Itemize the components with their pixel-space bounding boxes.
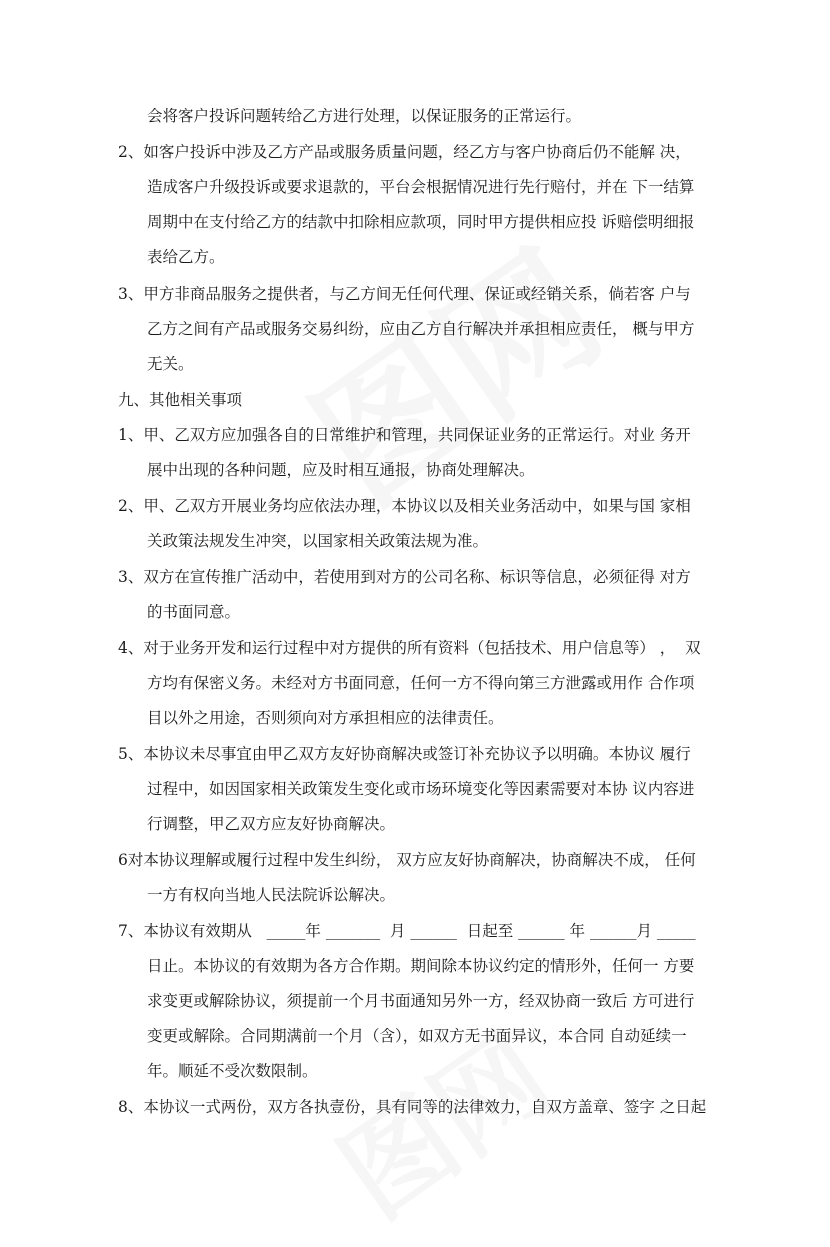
- text-line: 表给乙方。: [147, 248, 225, 266]
- text-line: 乙方之间有产品或服务交易纠纷，应由乙方自行解决并承担相应责任， 概与甲方: [147, 320, 695, 338]
- text-line: 3、双方在宣传推广活动中，若使用到对方的公司名称、标识等信息，必须征得 对方: [118, 568, 691, 586]
- section-heading: 九、其他相关事项: [118, 391, 243, 409]
- text-line: 会将客户投诉问题转给乙方进行处理，以保证服务的正常运行。: [147, 107, 582, 125]
- watermark: [265, 193, 635, 542]
- text-line: 年。顺延不受次数限制。: [147, 1062, 318, 1080]
- text-line: 7、本协议有效期从 _____年 _______ 月 ______ 日起至 ______ 年 ______月 _____: [118, 922, 696, 940]
- text-line: 过程中，如因国家相关政策发生变化或市场环境变化等因素需要对本协 议内容进: [147, 780, 695, 798]
- text-line: 求变更或解除协议，须提前一个月书面通知另外一方，经双协商一致后 方可进行: [147, 992, 695, 1010]
- text-line: 1、甲、乙双方应加强各自的日常维护和管理，共同保证业务的正常运行。对业 务开: [118, 426, 691, 444]
- text-line: 4、对于业务开发和运行过程中对方提供的所有资料（包括技术、用户信息等） ， 双: [118, 639, 701, 657]
- text-line: 一方有权向当地人民法院诉讼解决。: [147, 886, 396, 904]
- text-line: 目以外之用途，否则须向对方承担相应的法律责任。: [147, 709, 504, 727]
- text-line: 5、本协议未尽事宜由甲乙双方友好协商解决或签订补充协议予以明确。本协议 履行: [118, 745, 691, 763]
- text-line: 2、如客户投诉中涉及乙方产品或服务质量问题，经乙方与客户协商后仍不能解 决，: [118, 143, 691, 161]
- text-line: 8、本协议一式两份，双方各执壹份，具有同等的法律效力，自双方盖章、签字 之日起: [118, 1098, 707, 1116]
- text-line: 变更或解除。合同期满前一个月（含），如双方无书面异议，本合同 自动延续一: [147, 1027, 687, 1045]
- text-line: 6对本协议理解或履行过程中发生纠纷， 双方应友好协商解决，协商解决不成， 任何: [118, 851, 696, 869]
- text-line: 行调整，甲乙双方应友好协商解决。: [147, 815, 396, 833]
- text-line: 日止。本协议的有效期为各方合作期。期间除本协议约定的情形外，任何一 方要: [147, 957, 695, 975]
- text-line: 关政策法规发生冲突，以国家相关政策法规为准。: [147, 532, 489, 550]
- text-line: 的书面同意。: [147, 603, 241, 621]
- text-line: 方均有保密义务。未经对方书面同意，任何一方不得向第三方泄露或用作 合作项: [147, 674, 695, 692]
- text-line: 2、甲、乙双方开展业务均应依法办理，本协议以及相关业务活动中，如果与国 家相: [118, 497, 691, 515]
- text-line: 3、甲方非商品服务之提供者，与乙方间无任何代理、保证或经销关系，倘若客 户与: [118, 285, 691, 303]
- text-line: 无关。: [147, 355, 194, 373]
- text-line: 造成客户升级投诉或要求退款的，平台会根据情况进行先行赔付，并在 下一结算: [147, 178, 695, 196]
- text-line: 周期中在支付给乙方的结款中扣除相应款项，同时甲方提供相应投 诉赔偿明细报: [147, 213, 695, 231]
- text-line: 展中出现的各种问题，应及时相互通报，协商处理解决。: [147, 461, 535, 479]
